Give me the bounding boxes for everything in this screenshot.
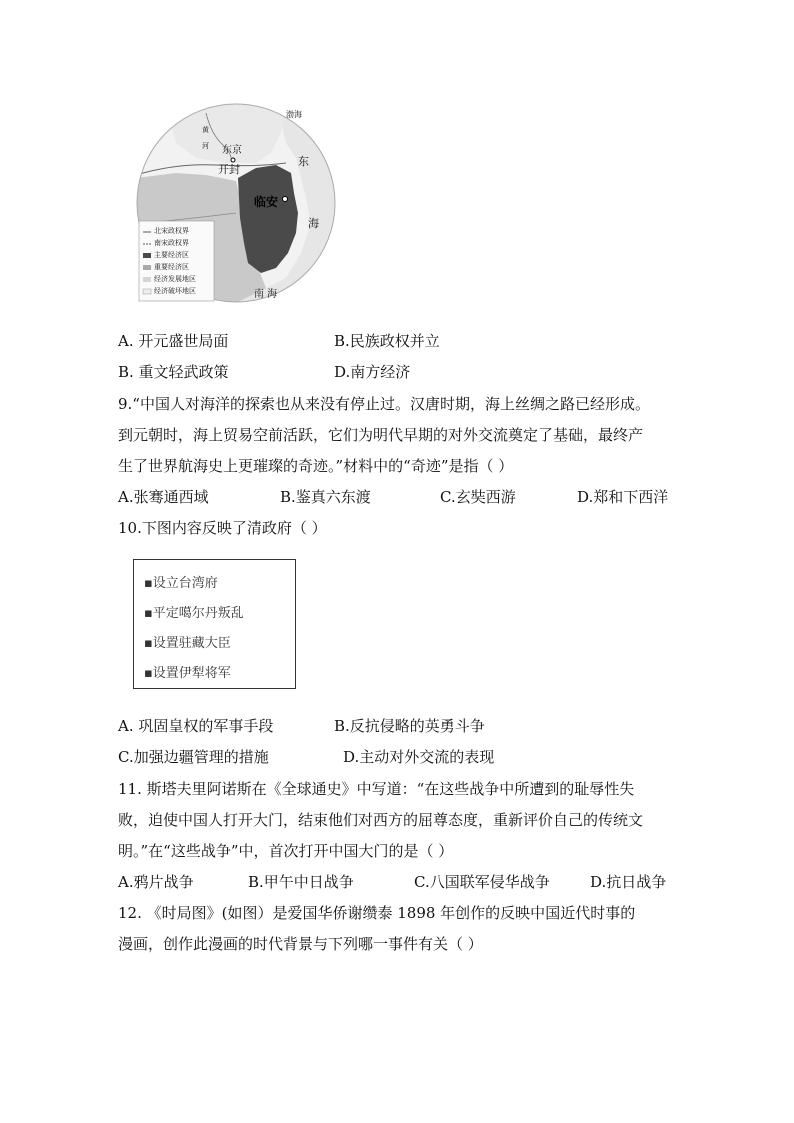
q10-option-b: B.反抗侵略的英勇斗争 [334, 717, 485, 735]
q8-option-a: A. 开元盛世局面 [118, 332, 229, 350]
policy-item: ▪设置伊犁将军 [144, 666, 231, 681]
map-label-dongjing: 东京 [222, 145, 242, 156]
map-label-he: 河 [202, 142, 209, 150]
q11-option-c: C.八国联军侵华战争 [414, 873, 550, 891]
q12-stem-line1: 12. 《时局图》(如图）是爱国华侨谢缵泰 1898 年创作的反映中国近代时事的 [118, 904, 636, 922]
q9-option-b: B.鉴真六东渡 [280, 488, 371, 506]
q10-option-d: D.主动对外交流的表现 [343, 748, 495, 766]
q9-option-a: A.张骞通西域 [118, 488, 209, 506]
q8-option-c: B. 重文轻武政策 [118, 363, 229, 381]
legend-item: 经济破坏地区 [154, 287, 196, 295]
map-label-nanhai: 南 海 [254, 289, 278, 300]
map-label-kaifeng: 开封 [218, 163, 240, 176]
policy-item: ▪设立台湾府 [144, 576, 218, 591]
q10-stem: 10.下图内容反映了清政府（ ） [118, 519, 327, 537]
q9-stem-line3: 生了世界航海史上更璀璨的奇迹。”材料中的“奇迹”是指（ ） [118, 457, 514, 475]
q9-option-c: C.玄奘西游 [440, 488, 516, 506]
q10-policy-box [133, 559, 296, 689]
q9-option-d: D.郑和下西洋 [577, 488, 669, 506]
policy-item: ▪平定噶尔丹叛乱 [144, 606, 244, 621]
map-label-bohai: 渤海 [286, 110, 302, 119]
legend-item: 重要经济区 [154, 263, 189, 271]
map-label-dong: 东 [298, 155, 309, 168]
q8-option-b: B.民族政权并立 [334, 332, 440, 350]
legend-item: 南宋政权界 [154, 239, 189, 247]
q9-stem-line2: 到元朝时，海上贸易空前活跃，它们为明代早期的对外交流奠定了基础，最终产 [118, 426, 644, 444]
q10-option-a: A. 巩固皇权的军事手段 [118, 717, 274, 735]
map-label-hai: 海 [308, 217, 319, 230]
q9-stem-line1: 9.“中国人对海洋的探索也从来没有停止过。汉唐时期，海上丝绸之路已经形成。 [118, 395, 650, 413]
q8-option-d: D.南方经济 [334, 363, 411, 381]
q11-option-b: B.甲午中日战争 [248, 873, 354, 891]
map-label-linan: 临安 [254, 195, 279, 209]
q11-stem-line2: 败，迫使中国人打开大门，结束他们对西方的屈尊态度，重新评价自己的传统文 [118, 811, 644, 829]
q12-stem-line2: 漫画，创作此漫画的时代背景与下列哪一事件有关（ ） [118, 935, 483, 953]
q11-stem-line1: 11. 斯塔夫里阿诺斯在《全球通史》中写道：“在这些战争中所遭到的耻辱性失 [118, 780, 635, 798]
legend-item: 主要经济区 [154, 251, 189, 259]
policy-item: ▪设置驻藏大臣 [144, 636, 231, 651]
q10-option-c: C.加强边疆管理的措施 [118, 748, 269, 766]
legend-item: 经济发展地区 [154, 275, 196, 283]
map-image [136, 103, 336, 303]
q11-option-a: A.鸦片战争 [118, 873, 194, 891]
map-label-huang: 黄 [202, 126, 209, 134]
legend-item: 北宋政权界 [154, 227, 189, 235]
song-economy-map [136, 103, 336, 303]
q11-option-d: D.抗日战争 [590, 873, 667, 891]
q11-stem-line3: 明。”在“这些战争”中，首次打开中国大门的是（ ） [118, 842, 454, 860]
